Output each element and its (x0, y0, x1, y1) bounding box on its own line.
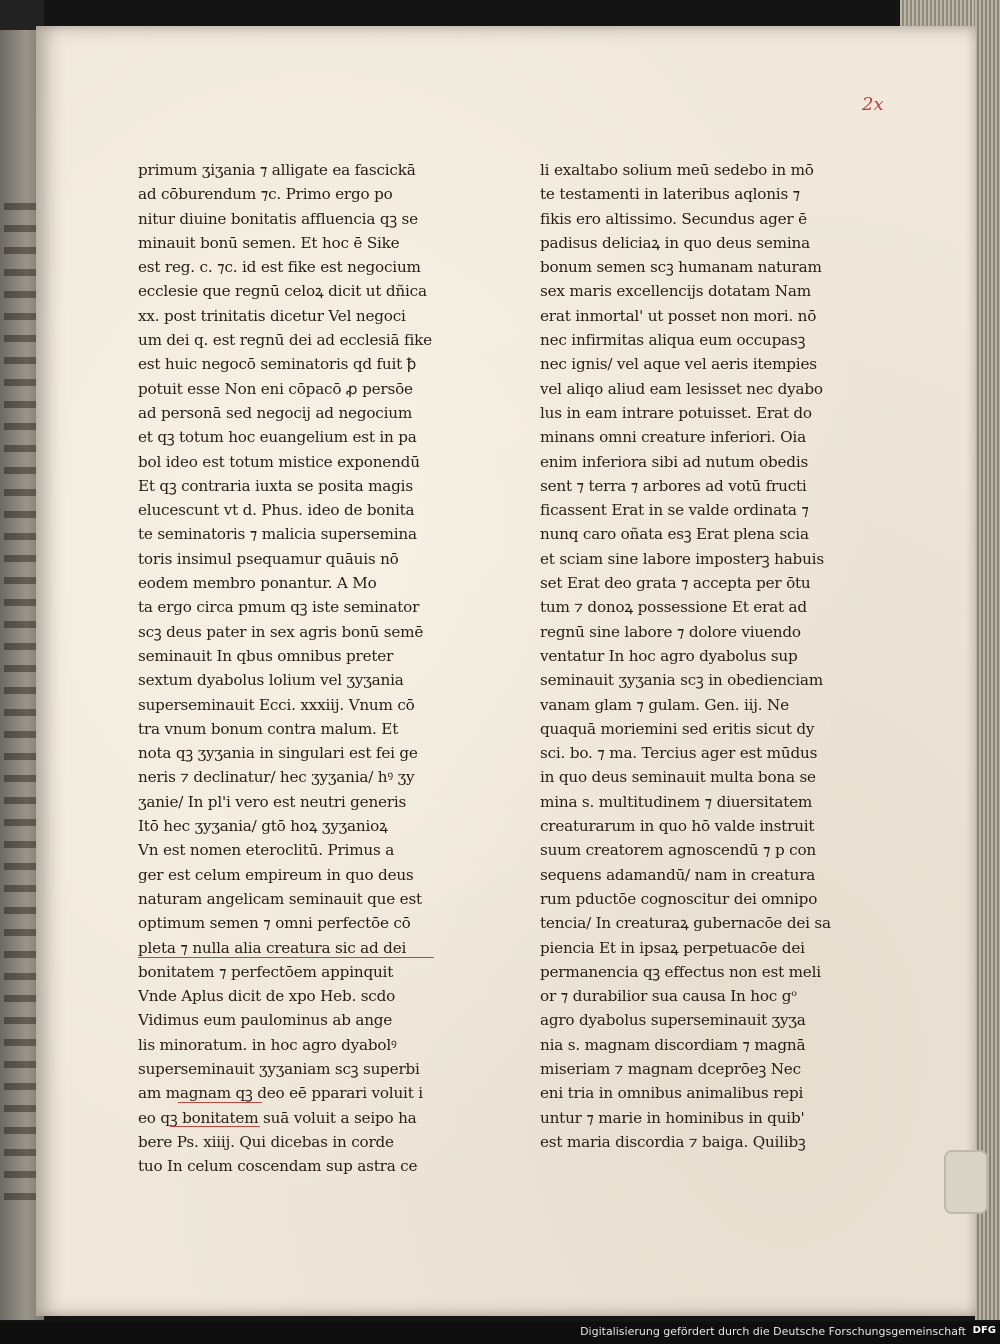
text-line: est reg. c. ⁊c. id est fike est negocium (138, 258, 421, 277)
text-line: superseminauit ʒyʒaniam scꝫ superbi (138, 1059, 420, 1078)
text-line: Vn est nomen eteroclitū. Primus a (138, 841, 395, 860)
text-line: neris ⁊ declinatur/ hec ʒyʒania/ hꝰ ʒy (138, 768, 415, 787)
text-line: creaturarum in quo hō valde instruit (540, 817, 815, 836)
text-line: bol ideo est totum mistice exponendū (138, 452, 420, 471)
text-line: Et qꝫ contraria iuxta se posita magis (138, 476, 413, 495)
text-line: lus in eam intrare potuisset. Erat do (540, 403, 812, 422)
text-line: ʒanie/ In pl'i vero est neutri generis (138, 792, 407, 811)
text-line: elucescunt vt d. Phus. ideo de bonita (138, 501, 415, 520)
text-line: te seminatoris ⁊ malicia supersemina (138, 525, 417, 544)
text-line: bere Ps. xiiij. Qui dicebas in corde (138, 1132, 394, 1151)
text-line: ecclesie que regnū celoꝝ dicit ut dñica (138, 282, 427, 301)
text-line: padisus deliciaꝝ in quo deus semina (540, 233, 810, 252)
text-line: erat inmortal' ut posset non mori. nō (540, 306, 817, 325)
page-stack-right (975, 0, 1000, 1320)
text-line: seminauit ʒyʒania scꝫ in obedienciam (540, 671, 823, 690)
text-line: superseminauit Ecci. xxxiij. Vnum cō (138, 695, 415, 714)
text-line: agro dyabolus superseminauit ʒyʒa (540, 1011, 806, 1030)
text-line: te testamenti in lateribus aqlonis ⁊ (540, 185, 801, 204)
text-line: ad cōburendum ⁊c. Primo ergo po (138, 185, 393, 204)
dfg-logo: DFG (972, 1325, 996, 1336)
text-line: mina s. multitudinem ⁊ diuersitatem (540, 792, 813, 811)
text-line: seminauit In qbus omnibus preter (138, 646, 394, 665)
text-line: minauit bonū semen. Et hoc ē Sike (138, 233, 400, 252)
text-line: eni tria in omnibus animalibus repi (540, 1084, 804, 1103)
text-line: vel aliqo aliud eam lesisset nec dyabo (540, 379, 823, 398)
rubric-underline (178, 1102, 262, 1103)
text-line: miseriam ⁊ magnam dceprōeꝫ Nec (540, 1059, 801, 1078)
text-line: naturam angelicam seminauit que est (138, 889, 422, 908)
footer-bar (0, 1322, 1000, 1344)
text-line: eodem membro ponantur. A Mo (138, 574, 377, 593)
text-line: tuo In celum coscendam sup astra ce (138, 1157, 418, 1176)
text-line: regnū sine labore ⁊ dolore viuendo (540, 622, 801, 641)
text-line: pleta ⁊ nulla alia creatura sic ad dei (138, 938, 407, 957)
text-line: scꝫ deus pater in sex agris bonū semē (138, 622, 424, 641)
folio-number: 2x (862, 94, 884, 115)
text-line: permanencia qꝫ effectus non est meli (540, 962, 821, 981)
text-line: potuit esse Non eni cōpacō ꝓ persōe (138, 379, 413, 398)
text-line: sex maris excellencijs dotatam Nam (540, 282, 811, 301)
text-line: suum creatorem agnoscendū ⁊ p con (540, 841, 816, 860)
text-line: in quo deus seminauit multa bona se (540, 768, 816, 787)
text-line: ventatur In hoc agro dyabolus sup (540, 646, 798, 665)
text-line: est huic negocō seminatoris qd fuit ꝥ (138, 355, 417, 374)
text-line: tra vnum bonum contra malum. Et (138, 719, 399, 738)
text-line: lis minoratum. in hoc agro dyabolꝰ (138, 1035, 397, 1054)
text-line: primum ʒiʒania ⁊ alligate ea fascickā (138, 161, 416, 179)
text-line: ficassent Erat in se valde ordinata ⁊ (540, 501, 809, 520)
text-line: um dei q. est regnū dei ad ecclesiā fike (138, 331, 432, 350)
text-line: nunq caro oñata esꝫ Erat plena scia (540, 525, 809, 544)
text-line: sequens adamandū/ nam in creatura (540, 865, 816, 884)
text-line: minans omni creature inferiori. Oia (540, 428, 806, 447)
rubric-underline (138, 957, 434, 958)
text-line: quaquā moriemini sed eritis sicut dy (540, 719, 815, 738)
text-line: et qꝫ totum hoc euangelium est in pa (138, 428, 417, 447)
text-line: Vidimus eum paulominus ab ange (138, 1011, 393, 1030)
text-line: ad personā sed negocij ad negocium (138, 403, 413, 422)
text-line: ta ergo circa pmum qꝫ iste seminator (138, 598, 420, 617)
text-line: fikis ero altissimo. Secundus ager ē (540, 209, 807, 228)
text-line: toris insimul psequamur quāuis nō (138, 549, 399, 568)
text-line: eo qꝫ bonitatem suā voluit a seipo ha (138, 1108, 417, 1127)
right-text-column (540, 158, 870, 1154)
text-line: nota qꝫ ʒyʒania in singulari est fei ge (138, 744, 418, 763)
text-line: set Erat deo grata ⁊ accepta per ōtu (540, 574, 811, 593)
text-line: or ⁊ durabilior sua causa In hoc gᵒ (540, 987, 797, 1006)
text-line: Itō hec ʒyʒania/ gtō hoꝝ ʒyʒanioꝝ (138, 817, 388, 836)
text-line: rum pductōe cognoscitur dei omnipo (540, 889, 818, 908)
text-line: nec infirmitas aliqua eum occupasꝫ (540, 331, 806, 350)
text-line: tencia/ In creaturaꝝ gubernacōe dei sa (540, 914, 831, 933)
text-line: li exaltabo solium meū sedebo in mō (540, 161, 814, 179)
text-line: nitur diuine bonitatis affluencia qꝫ se (138, 209, 418, 228)
page-clasp (944, 1150, 988, 1214)
text-line: est maria discordia ⁊ baiga. Quilibꝫ (540, 1132, 806, 1151)
facing-page-text (4, 200, 38, 1200)
text-line: tum ⁊ donoꝝ possessione Et erat ad (540, 598, 807, 617)
text-line: sci. bo. ⁊ ma. Tercius ager est mūdus (540, 744, 818, 763)
text-line: bonitatem ⁊ perfectōem appinquit (138, 962, 394, 981)
text-line: untur ⁊ marie in hominibus in quib' (540, 1108, 805, 1127)
text-line: piencia Et in ipsaꝝ perpetuacōe dei (540, 938, 805, 957)
rubric-underline (170, 1126, 260, 1127)
text-line: Vnde Aplus dicit de xpo Heb. scdo (138, 987, 396, 1006)
text-line: nec ignis/ vel aque vel aeris itempies (540, 355, 817, 374)
left-text-column (138, 158, 468, 1178)
funding-notice: Digitalisierung gefördert durch die Deutsche Forschungsgemeinschaft (580, 1325, 966, 1338)
text-line: optimum semen ⁊ omni perfectōe cō (138, 914, 411, 933)
text-line: sextum dyabolus lolium vel ʒyʒania (138, 671, 404, 690)
text-line: bonum semen scꝫ humanam naturam (540, 258, 822, 277)
text-line: ger est celum empireum in quo deus (138, 865, 414, 884)
text-line: vanam glam ⁊ gulam. Gen. iij. Ne (540, 695, 789, 714)
text-line: nia s. magnam discordiam ⁊ magnā (540, 1035, 806, 1054)
text-line: sent ⁊ terra ⁊ arbores ad votū fructi (540, 476, 807, 495)
text-line: enim inferiora sibi ad nutum obedis (540, 452, 809, 471)
text-line: am magnam qꝫ deo eē pparari voluit i (138, 1084, 423, 1103)
text-line: et sciam sine labore imposterꝫ habuis (540, 549, 824, 568)
text-line: xx. post trinitatis dicetur Vel negoci (138, 306, 406, 325)
